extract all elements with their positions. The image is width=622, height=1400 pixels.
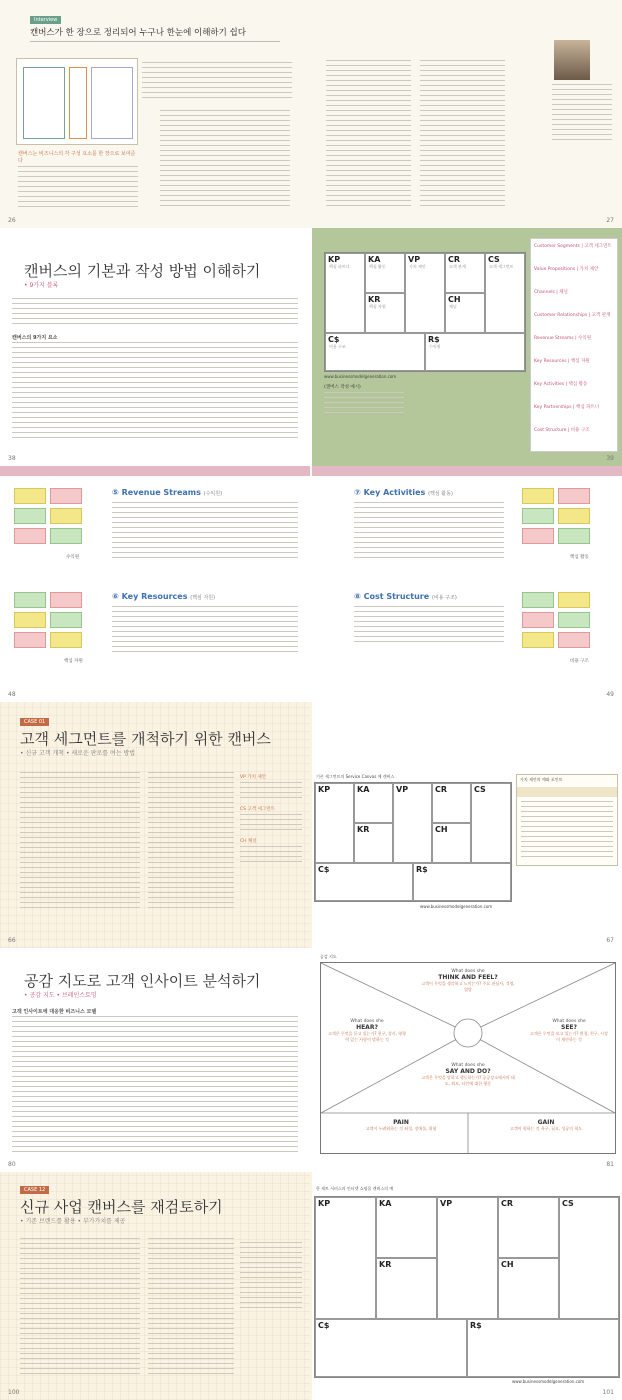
ch-block: CH 채널 xyxy=(445,293,485,333)
page-left xyxy=(0,1172,310,1400)
kr-block: KR 핵심 자원 xyxy=(365,293,405,333)
page-right xyxy=(312,466,622,702)
page-number-right: 27 xyxy=(606,217,614,224)
sticky-note xyxy=(558,508,590,524)
page-number-right: 39 xyxy=(606,455,614,462)
see-zone: What does she SEE? 고객은 무엇을 보고 있는가? 환경, 친구, 시장이 제안하는 것 xyxy=(530,1019,608,1042)
sticky-note xyxy=(522,592,554,608)
spread-case-01 xyxy=(0,702,622,949)
intro-text xyxy=(142,62,292,102)
canvas-title: 한 세트 서비스의 인터넷 쇼핑몰 캔버스의 예 xyxy=(316,1186,394,1191)
body-col-2 xyxy=(148,1238,234,1378)
sticky-note xyxy=(522,488,554,504)
page-right xyxy=(312,1172,622,1400)
spread-interview xyxy=(0,0,622,229)
case-tag: CASE 12 xyxy=(20,1186,49,1194)
gain-zone: GAIN 고객이 원하는 것 욕구, 필요, 성공의 척도 xyxy=(510,1119,582,1131)
sub-head: 캔버스의 9가지 요소 xyxy=(12,335,58,341)
vp-block: VP 가치 제안 xyxy=(405,253,445,333)
sticky-note xyxy=(50,632,82,648)
sticky-note xyxy=(14,528,46,544)
canvas-title: 기존 세그먼트의 Service Canvas 예 캔버스 xyxy=(316,774,395,779)
body-col-1 xyxy=(20,1238,140,1378)
page-number-left: 38 xyxy=(8,455,16,462)
key-resources-heading: ⑥ Key Resources (핵심 자원) xyxy=(112,592,216,601)
body-text xyxy=(12,1016,298,1156)
sticky-note xyxy=(50,592,82,608)
page-number-right: 67 xyxy=(606,937,614,944)
page-left xyxy=(0,702,310,948)
profile-text xyxy=(552,84,612,144)
sticky-note xyxy=(50,508,82,524)
cost-block: C$ 비용 구조 xyxy=(325,333,425,371)
body-col-3 xyxy=(326,60,411,210)
sticky-note xyxy=(522,612,554,628)
sub-head: 고객 인사이트에 대응한 비즈니스 모델 xyxy=(12,1009,97,1015)
canvas-url: www.businessmodelgeneration.com xyxy=(420,904,493,909)
interview-tag: Interview xyxy=(30,16,61,24)
kp-block: KP 핵심 파트너 xyxy=(325,253,365,333)
cost-structure-text xyxy=(354,606,504,646)
page-number-right: 49 xyxy=(606,691,614,698)
case-title: 신규 사업 캔버스를 재검토하기 xyxy=(20,1198,223,1216)
canvas-url: www.businessmodelgeneration.com xyxy=(512,1379,585,1384)
illustration-label: 수익원 xyxy=(66,555,80,560)
side-notes xyxy=(240,1242,302,1312)
page-number-left: 66 xyxy=(8,937,16,944)
sticky-note xyxy=(14,612,46,628)
key-resources-text xyxy=(112,606,298,656)
sticky-note xyxy=(522,528,554,544)
revenue-streams-heading: ⑤ Revenue Streams (수익원) xyxy=(112,488,223,497)
body-col-4 xyxy=(420,60,505,210)
case-subtitle: • 신규 고객 개척 • 새로운 판로를 여는 방법 xyxy=(20,750,136,757)
headline: 캔버스가 한 장으로 정리되어 누구나 한눈에 이해하기 쉽다 xyxy=(30,26,280,42)
side-head-cs: CS 고객 세그먼트 xyxy=(240,807,275,812)
cs-block: CS 고객 세그먼트 xyxy=(485,253,525,333)
page-left xyxy=(0,0,310,228)
page-right xyxy=(312,702,622,948)
empathy-map xyxy=(320,962,616,1154)
page-left xyxy=(0,228,310,466)
page-number-right: 81 xyxy=(606,1161,614,1168)
sticky-note xyxy=(14,508,46,524)
portrait-photo xyxy=(554,40,590,80)
definitions-sidebar: Customer Segments | 고객 세그먼트 Value Propositions | 가치 제안 Channels | 채널 Customer Relationships | 고객 관계 Revenue Streams | 수익원 Key Resources | 핵심 자원 Key Activities | 핵심 활동 Key Partnerships | 핵심 파트너 Cost Structure | 비용 구조 xyxy=(530,238,618,452)
case-canvas: KP KA KR VP CR CH CS C$ R$ xyxy=(314,782,512,902)
sticky-note xyxy=(558,632,590,648)
business-model-canvas xyxy=(324,252,526,372)
body-col-2 xyxy=(160,110,290,210)
page-number-left: 48 xyxy=(8,691,16,698)
canvas-url: www.businessmodelgeneration.com xyxy=(324,374,397,379)
sticky-note xyxy=(50,488,82,504)
page-number-right: 101 xyxy=(602,1389,614,1396)
caption-text xyxy=(324,392,404,414)
body-col-1 xyxy=(18,166,138,211)
ka-block: KA 핵심 활동 xyxy=(365,253,405,293)
section-title: 공감 지도로 고객 인사이트 분석하기 xyxy=(24,972,261,990)
page-right xyxy=(312,948,622,1172)
illustration-label: 비용 구조 xyxy=(570,659,589,664)
cr-block: CR 고객 관계 xyxy=(445,253,485,293)
case-title: 고객 세그먼트를 개척하기 위한 캔버스 xyxy=(20,730,271,748)
page-right xyxy=(312,0,622,228)
sticky-note xyxy=(14,632,46,648)
sticky-note xyxy=(14,592,46,608)
body-text xyxy=(12,342,298,442)
value-table xyxy=(516,774,618,866)
hear-zone: What does she HEAR? 고객은 무엇을 듣고 있는가? 친구, 상사, 영향력 있는 사람이 말하는 것 xyxy=(328,1019,406,1042)
sticky-note xyxy=(50,612,82,628)
side-head-vp: VP 가치 제안 xyxy=(240,775,267,780)
page-left xyxy=(0,948,310,1172)
sticky-note xyxy=(558,592,590,608)
case-tag: CASE 01 xyxy=(20,718,49,726)
diagram-box xyxy=(16,58,138,145)
intro-text xyxy=(12,298,298,328)
think-feel-zone: What does she THINK AND FEEL? 고객이 무엇을 생각하고 느끼는가? 주요 관심사, 걱정, 열망 xyxy=(421,969,515,992)
page-number-left: 100 xyxy=(8,1389,20,1396)
case-subtitle: • 기존 브랜드를 활용 • 부가가치를 제공 xyxy=(20,1218,126,1225)
spread-blocks xyxy=(0,466,622,703)
sticky-note xyxy=(50,528,82,544)
spread-case-12 xyxy=(0,1172,622,1400)
revenue-block: R$ 수익원 xyxy=(425,333,525,371)
illustration-label: 핵심 활동 xyxy=(570,555,589,560)
spread-empathy-map xyxy=(0,948,622,1173)
cost-structure-heading: ⑧ Cost Structure (비용 구조) xyxy=(354,592,457,601)
canvas-caption: (캔버스 작성 예시) xyxy=(324,385,361,390)
sticky-note xyxy=(522,632,554,648)
say-do-zone: What does she SAY AND DO? 고객은 무엇을 말하고 행동하는가? 공공장소에서의 태도, 외모, 타인에 대한 행동 xyxy=(421,1063,515,1086)
section-title: 캔버스의 기본과 작성 방법 이해하기 xyxy=(24,262,261,280)
body-col-2 xyxy=(148,772,234,912)
revenue-streams-text xyxy=(112,502,298,558)
spread-basics xyxy=(0,228,622,467)
page-number-left: 80 xyxy=(8,1161,16,1168)
page-right xyxy=(312,228,622,466)
sticky-note xyxy=(522,508,554,524)
section-subtitle: • 공감 지도 • 브레인스토밍 xyxy=(24,992,97,999)
page-number-left: 26 xyxy=(8,217,16,224)
sticky-note xyxy=(14,488,46,504)
sticky-note xyxy=(558,612,590,628)
section-subtitle: • 9가지 블록 xyxy=(24,282,59,289)
key-activities-heading: ⑦ Key Activities (핵심 활동) xyxy=(354,488,453,497)
map-title: 공감 지도 xyxy=(320,954,337,959)
page-left xyxy=(0,466,310,702)
pull-quote: 캔버스는 비즈니스의 각 구성 요소를 한 장으로 보여준다 xyxy=(18,151,136,164)
body-col-1 xyxy=(20,772,140,912)
pain-zone: PAIN 고객이 두려워하는 것 좌절, 장애물, 위험 xyxy=(365,1119,437,1131)
side-head-ch: CH 채널 xyxy=(240,839,257,844)
illustration-label: 핵심 자원 xyxy=(64,659,83,664)
key-activities-text xyxy=(354,502,504,558)
case-canvas: KP KA KR VP CR CH CS C$ R$ xyxy=(314,1196,620,1378)
table-title: 가치 제안의 예와 포인트 xyxy=(520,777,563,782)
sticky-note xyxy=(558,528,590,544)
sticky-note xyxy=(558,488,590,504)
